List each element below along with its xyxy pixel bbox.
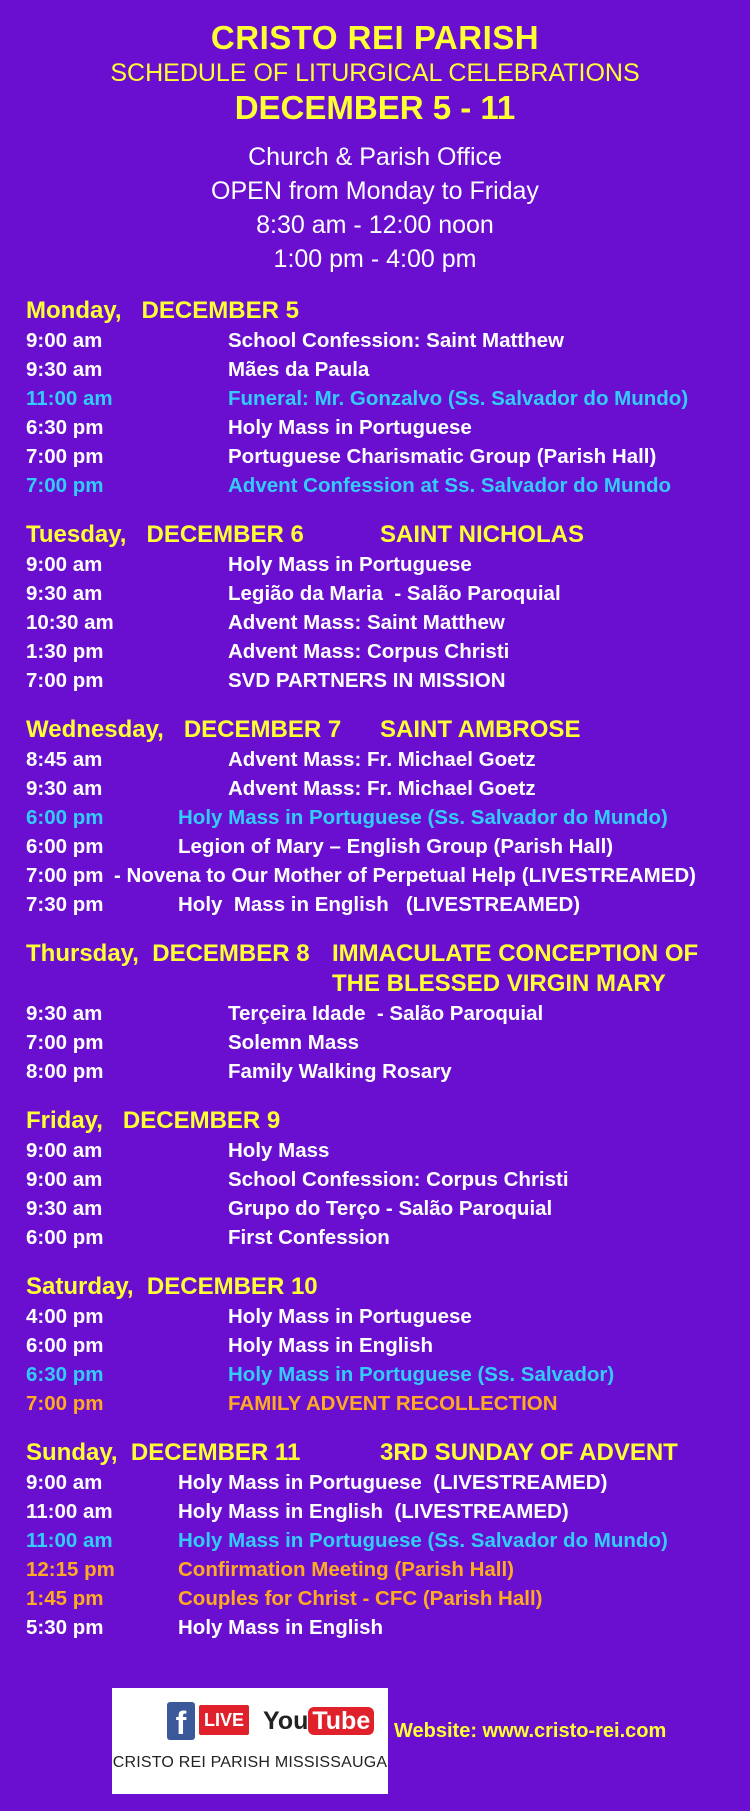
event-time: 9:30 am <box>26 1197 103 1220</box>
event-description: Holy Mass in Portuguese (Ss. Salvador) <box>228 1363 615 1386</box>
event-time: 8:45 am <box>26 748 103 771</box>
schedule-subtitle: SCHEDULE OF LITURGICAL CELEBRATIONS <box>110 59 640 87</box>
day-block <box>26 715 750 919</box>
event-description: Advent Mass: Corpus Christi <box>228 640 510 663</box>
youtube-you: You <box>263 1707 309 1735</box>
event-description: Holy Mass in English (LIVESTREAMED) <box>178 1500 569 1523</box>
feast-label: SAINT NICHOLAS <box>380 521 584 548</box>
event-description: Holy Mass in Portuguese (Ss. Salvador do Mundo) <box>178 1529 668 1552</box>
day-block <box>26 1106 750 1252</box>
schedule-row <box>26 774 750 803</box>
schedule-row <box>26 1302 750 1331</box>
event-description: Advent Mass: Fr. Michael Goetz <box>228 777 536 800</box>
schedule-row <box>26 832 750 861</box>
event-description: First Confession <box>228 1226 390 1249</box>
event-time: 9:00 am <box>26 1471 103 1494</box>
facebook-icon: f <box>167 1702 195 1740</box>
schedule-row <box>26 1165 750 1194</box>
day-label: Monday, DECEMBER 5 <box>26 297 299 324</box>
schedule-row <box>26 803 750 832</box>
schedule-row <box>26 442 750 471</box>
schedule-row <box>26 413 750 442</box>
live-badge: LIVE <box>199 1705 249 1735</box>
schedule-row <box>26 326 750 355</box>
event-time: 11:00 am <box>26 387 113 410</box>
event-time: 9:30 am <box>26 358 103 381</box>
event-time: 10:30 am <box>26 611 114 634</box>
schedule-row <box>26 608 750 637</box>
logo-caption: CRISTO REI PARISH MISSISSAUGA <box>112 1754 388 1771</box>
schedule-row <box>26 550 750 579</box>
day-heading <box>26 1106 750 1136</box>
event-description: Mães da Paula <box>228 358 370 381</box>
schedule-row <box>26 1223 750 1252</box>
event-description: Holy Mass in Portuguese <box>228 1305 472 1328</box>
day-block <box>26 1438 750 1642</box>
event-time: 7:30 pm <box>26 893 104 916</box>
livestream-logo[interactable] <box>112 1688 388 1794</box>
schedule-row <box>26 1360 750 1389</box>
event-description: Holy Mass in English <box>178 1616 384 1639</box>
schedule-row <box>26 745 750 774</box>
header <box>0 0 750 128</box>
office-line: 8:30 am - 12:00 noon <box>256 211 494 239</box>
event-time: 6:00 pm <box>26 1226 104 1249</box>
event-time: 12:15 pm <box>26 1558 115 1581</box>
schedule-row <box>26 1497 750 1526</box>
event-description: Family Walking Rosary <box>228 1060 452 1083</box>
event-description: - Novena to Our Mother of Perpetual Help (LIVESTREAMED) <box>114 864 697 887</box>
event-description: School Confession: Saint Matthew <box>228 329 564 352</box>
event-time: 9:00 am <box>26 553 103 576</box>
day-label: Friday, DECEMBER 9 <box>26 1107 281 1134</box>
schedule-row <box>26 1613 750 1642</box>
schedule-row <box>26 1028 750 1057</box>
feast-label: IMMACULATE CONCEPTION OF THE BLESSED VIRGIN MARY <box>332 940 699 997</box>
event-time: 5:30 pm <box>26 1616 104 1639</box>
event-time: 6:00 pm <box>26 835 104 858</box>
day-heading <box>26 1438 750 1468</box>
event-description: Advent Mass: Fr. Michael Goetz <box>228 748 536 771</box>
schedule-row <box>26 1468 750 1497</box>
day-heading <box>26 296 750 326</box>
event-time: 11:00 am <box>26 1500 113 1523</box>
event-time: 9:30 am <box>26 777 103 800</box>
event-time: 9:00 am <box>26 1168 103 1191</box>
event-description: Portuguese Charismatic Group (Parish Hall) <box>228 445 657 468</box>
event-time: 6:00 pm <box>26 806 104 829</box>
schedule-row <box>26 579 750 608</box>
event-time: 6:30 pm <box>26 1363 104 1386</box>
event-time: 9:00 am <box>26 329 103 352</box>
event-time: 9:30 am <box>26 582 103 605</box>
schedule-row <box>26 384 750 413</box>
event-time: 6:30 pm <box>26 416 104 439</box>
event-description: Confirmation Meeting (Parish Hall) <box>178 1558 514 1581</box>
date-range: DECEMBER 5 - 11 <box>234 89 516 126</box>
day-label: Thursday, DECEMBER 8 <box>26 940 310 967</box>
event-description: SVD PARTNERS IN MISSION <box>228 669 506 692</box>
event-time: 4:00 pm <box>26 1305 104 1328</box>
event-time: 7:00 pm <box>26 445 104 468</box>
day-block <box>26 296 750 500</box>
event-description: FAMILY ADVENT RECOLLECTION <box>228 1392 558 1415</box>
youtube-icon <box>263 1704 374 1738</box>
event-time: 7:00 pm <box>26 669 104 692</box>
event-time: 8:00 pm <box>26 1060 104 1083</box>
office-line: OPEN from Monday to Friday <box>211 177 539 205</box>
event-description: Holy Mass in English <box>228 1334 434 1357</box>
day-block <box>26 1272 750 1418</box>
event-description: Holy Mass in Portuguese (Ss. Salvador do Mundo) <box>178 806 668 829</box>
event-time: 1:30 pm <box>26 640 104 663</box>
day-block <box>26 939 750 1086</box>
office-line: Church & Parish Office <box>248 143 502 171</box>
event-time: 11:00 am <box>26 1529 113 1552</box>
feast-label: SAINT AMBROSE <box>380 716 581 743</box>
day-block <box>26 520 750 695</box>
schedule-row <box>26 861 750 890</box>
feast-label: 3RD SUNDAY OF ADVENT <box>380 1439 678 1466</box>
website-link[interactable]: Website: www.cristo-rei.com <box>394 1720 667 1742</box>
schedule-row <box>26 890 750 919</box>
event-description: Terçeira Idade - Salão Paroquial <box>228 1002 544 1025</box>
event-time: 9:00 am <box>26 1139 103 1162</box>
event-description: Holy Mass in Portuguese <box>228 416 472 439</box>
office-line: 1:00 pm - 4:00 pm <box>273 245 477 273</box>
event-description: Holy Mass in Portuguese (LIVESTREAMED) <box>178 1471 608 1494</box>
event-description: School Confession: Corpus Christi <box>228 1168 569 1191</box>
youtube-tube: Tube <box>308 1707 374 1735</box>
day-label: Sunday, DECEMBER 11 <box>26 1439 301 1466</box>
schedule-row <box>26 1331 750 1360</box>
event-description: Advent Confession at Ss. Salvador do Mundo <box>228 474 672 497</box>
day-label: Saturday, DECEMBER 10 <box>26 1273 318 1300</box>
schedule-row <box>26 1057 750 1086</box>
day-label: Wednesday, DECEMBER 7 <box>26 716 342 743</box>
schedule-row <box>26 1194 750 1223</box>
schedule-row <box>26 1136 750 1165</box>
schedule-row <box>26 471 750 500</box>
event-time: 1:45 pm <box>26 1587 104 1610</box>
parish-title: CRISTO REI PARISH <box>210 19 540 56</box>
schedule-row <box>26 1584 750 1613</box>
event-description: Legion of Mary – English Group (Parish Hall) <box>178 835 614 858</box>
schedule-row <box>26 666 750 695</box>
schedule-row <box>26 1526 750 1555</box>
event-description: Couples for Christ - CFC (Parish Hall) <box>178 1587 543 1610</box>
event-description: Holy Mass in Portuguese <box>228 553 472 576</box>
event-description: Grupo do Terço - Salão Paroquial <box>228 1197 553 1220</box>
event-time: 7:00 pm <box>26 1392 104 1415</box>
event-description: Advent Mass: Saint Matthew <box>228 611 505 634</box>
event-time: 7:00 pm <box>26 864 104 887</box>
day-heading <box>26 1272 750 1302</box>
day-heading <box>26 939 750 999</box>
day-label: Tuesday, DECEMBER 6 <box>26 521 304 548</box>
schedule-row <box>26 1389 750 1418</box>
event-time: 6:00 pm <box>26 1334 104 1357</box>
event-description: Legião da Maria - Salão Paroquial <box>228 582 561 605</box>
event-time: 9:30 am <box>26 1002 103 1025</box>
schedule-row <box>26 637 750 666</box>
event-description: Holy Mass in English (LIVESTREAMED) <box>178 893 581 916</box>
schedule-row <box>26 1555 750 1584</box>
event-time: 7:00 pm <box>26 1031 104 1054</box>
event-description: Funeral: Mr. Gonzalvo (Ss. Salvador do Mundo) <box>228 387 689 410</box>
day-heading <box>26 715 750 745</box>
event-time: 7:00 pm <box>26 474 104 497</box>
schedule <box>0 296 750 1642</box>
schedule-row <box>26 355 750 384</box>
event-description: Holy Mass <box>228 1139 330 1162</box>
day-heading <box>26 520 750 550</box>
schedule-row <box>26 999 750 1028</box>
event-description: Solemn Mass <box>228 1031 360 1054</box>
office-hours <box>0 140 750 276</box>
